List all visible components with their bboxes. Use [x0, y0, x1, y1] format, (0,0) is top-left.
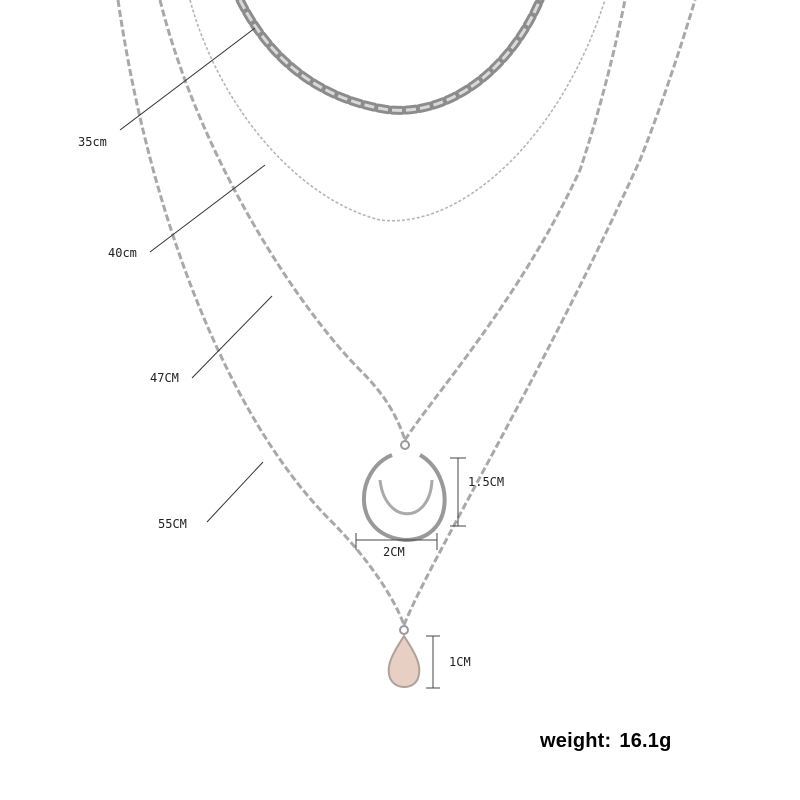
drop-height-label: 1CM: [449, 655, 471, 669]
leader-40: [150, 165, 265, 252]
drop-height-marker: [426, 636, 440, 688]
weight-value: 16.1g: [619, 730, 672, 752]
moon-height-label: 1.5CM: [468, 475, 505, 489]
leader-35: [120, 28, 255, 130]
moon-width-label: 2CM: [383, 545, 405, 559]
leader-55: [207, 462, 263, 522]
weight-label: weight:: [540, 730, 612, 752]
drop-pendant: [389, 626, 420, 687]
length-label-47: 47CM: [150, 371, 179, 385]
length-label-35: 35cm: [78, 135, 107, 149]
length-label-40: 40cm: [108, 246, 137, 260]
moon-pendant: [364, 441, 445, 540]
weight-caption: [540, 730, 680, 753]
chain-35cm: [240, 0, 540, 110]
length-label-55: 55CM: [158, 517, 187, 531]
moon-height-marker: [450, 458, 466, 526]
leader-47: [192, 296, 272, 378]
chain-55cm: [118, 0, 695, 625]
